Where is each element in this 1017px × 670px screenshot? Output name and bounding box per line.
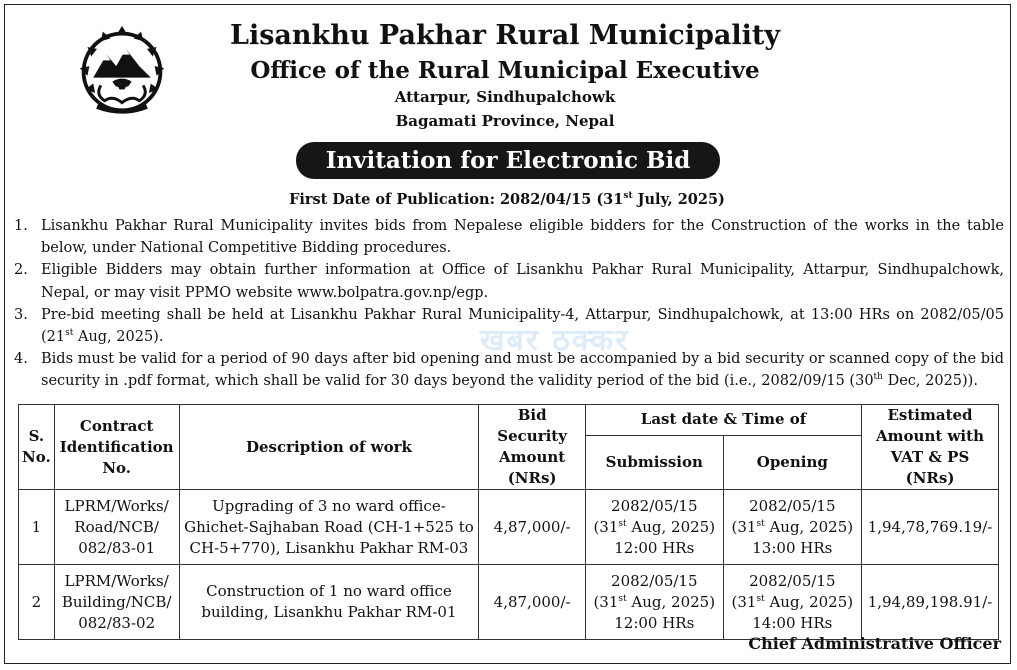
header-sno: S. No. bbox=[19, 405, 55, 490]
header-last-date: Last date & Time of bbox=[585, 405, 861, 436]
paragraph-1: 1. Lisankhu Pakhar Rural Municipality invites bids from Nepalese eligible bidders for the Construction of the works in the table below, under National Competitive Bidding procedures. bbox=[14, 218, 1004, 257]
header-submission: Submission bbox=[585, 435, 723, 489]
nepal-government-emblem-icon bbox=[74, 22, 170, 118]
table-row bbox=[19, 565, 999, 640]
notice-banner: Invitation for Electronic Bid bbox=[296, 142, 720, 179]
header-opening: Opening bbox=[723, 435, 861, 489]
signatory: Chief Administrative Officer bbox=[748, 634, 1001, 653]
header-contract-id: Contract Identification No. bbox=[54, 405, 179, 490]
row-submission: 2082/05/15 (31st Aug, 2025) 12:00 HRs bbox=[585, 565, 723, 640]
municipality-title: Lisankhu Pakhar Rural Municipality bbox=[229, 20, 781, 51]
row-estimated: 1,94,78,769.19/- bbox=[862, 490, 999, 565]
address-line-2: Bagamati Province, Nepal bbox=[395, 112, 615, 130]
row-opening: 2082/05/15 (31st Aug, 2025) 13:00 HRs bbox=[723, 490, 861, 565]
office-title: Office of the Rural Municipal Executive bbox=[250, 57, 760, 84]
row-contract-id: LPRM/Works/ Building/NCB/ 082/83-02 bbox=[54, 565, 179, 640]
header-bid-security: Bid Security Amount (NRs) bbox=[479, 405, 586, 490]
row-opening: 2082/05/15 (31st Aug, 2025) 14:00 HRs bbox=[723, 565, 861, 640]
notice-paragraphs bbox=[14, 215, 1004, 393]
bid-table bbox=[18, 404, 999, 640]
row-bid-security: 4,87,000/- bbox=[479, 565, 586, 640]
row-contract-id: LPRM/Works/ Road/NCB/ 082/83-01 bbox=[54, 490, 179, 565]
row-submission: 2082/05/15 (31st Aug, 2025) 12:00 HRs bbox=[585, 490, 723, 565]
row-description: Upgrading of 3 no ward office- Ghichet-Sajhaban Road (CH-1+525 to CH-5+770), Lisankhu Pakhar RM-03 bbox=[179, 490, 479, 565]
paragraph-4: 4. Bids must be valid for a period of 90 days after bid opening and must be accompanied by a bid security or scanned copy of the bid security in .pdf format, which shall be valid for 30 days beyond the validity period of the bid (i.e., 2082/09/15 (30th Dec, 2025)). bbox=[14, 351, 1004, 390]
header-estimated: Estimated Amount with VAT & PS (NRs) bbox=[862, 405, 999, 490]
address-line-1: Attarpur, Sindhupalchowk bbox=[394, 88, 616, 106]
row-bid-security: 4,87,000/- bbox=[479, 490, 586, 565]
paragraph-2: 2. Eligible Bidders may obtain further information at Office of Lisankhu Pakhar Rural Municipality, Attarpur, Sindhupalchowk, Nepal, or may visit PPMO website www.bolpatra.gov.np/egp. bbox=[14, 262, 1004, 301]
header-description: Description of work bbox=[179, 405, 479, 490]
row-description: Construction of 1 no ward office building, Lisankhu Pakhar RM-01 bbox=[179, 565, 479, 640]
watermark: खबर ठक्कर bbox=[480, 323, 630, 358]
row-sno: 1 bbox=[19, 490, 55, 565]
table-row bbox=[19, 490, 999, 565]
publication-date: First Date of Publication: 2082/04/15 (31st July, 2025) bbox=[289, 191, 725, 208]
paragraph-3: 3. Pre-bid meeting shall be held at Lisankhu Pakhar Rural Municipality-4, Attarpur, Sindhupalchowk, at 13:00 HRs on 2082/05/05 (21st Aug, 2025). bbox=[14, 306, 1004, 346]
row-estimated: 1,94,89,198.91/- bbox=[862, 565, 999, 640]
row-sno: 2 bbox=[19, 565, 55, 640]
